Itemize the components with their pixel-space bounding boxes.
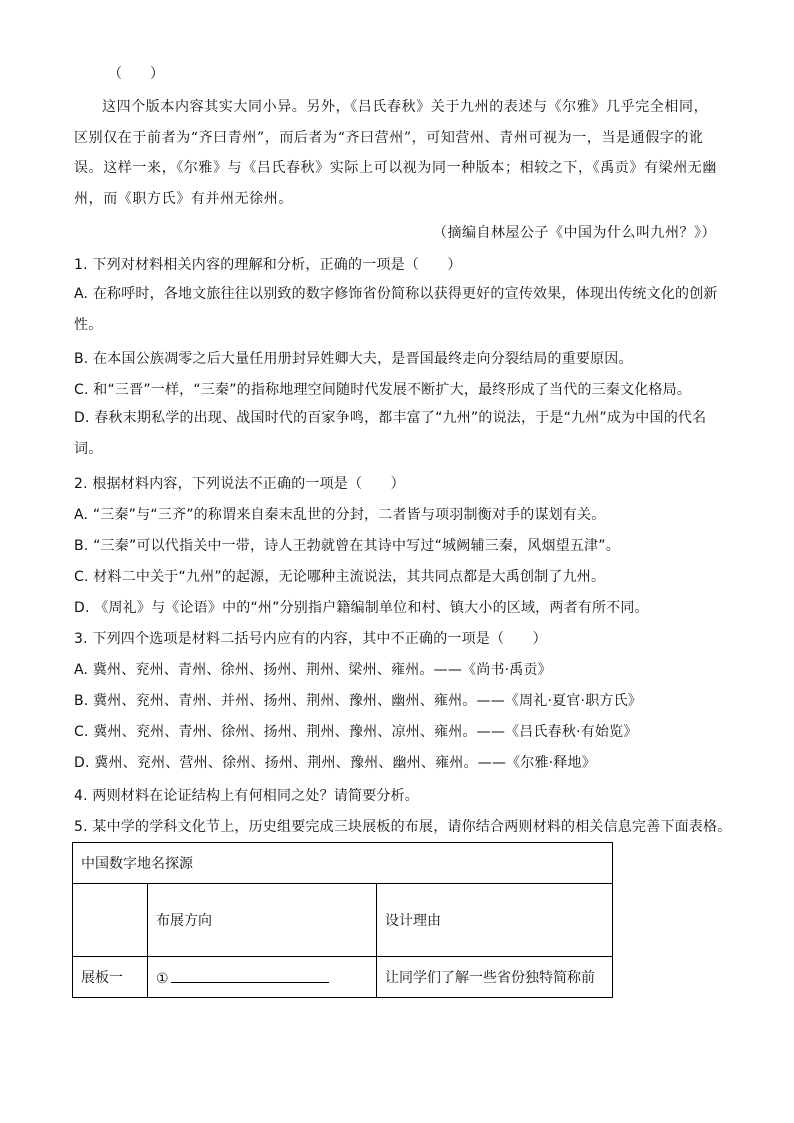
material-paragraph-text: 这四个版本内容其实大同小异。另外，《吕氏春秋》关于九州的表述与《尔雅》几乎完全相同，区别仅在于前者为“齐曰青州”，而后者为“齐曰营州”，可知营州、青州可视为一，当是通假字的讹误。这样一来，《尔雅》与《吕氏春秋》实际上可以视为同一种版本；相较之下，《禹贡》有梁州无幽州，而《职方氏》有并州无徐州。	[74, 99, 717, 207]
question-2-option-c: C. 材料二中关于“九州”的起源，无论哪种主流说法，其共同点都是大禹创制了九州。	[74, 569, 606, 585]
question-2-option-d: D. 《周礼》与《论语》中的“州”分别指户籍编制单位和村、镇大小的区域，两者有所不同。	[74, 600, 649, 616]
table-row-reason: 让同学们了解一些省份独特简称前	[377, 957, 613, 998]
question-1-option-b: B. 在本国公族凋零之后大量任用册封异姓卿大夫，是晋国最终走向分裂结局的重要原因。	[74, 351, 633, 367]
question-3-option-c: C. 冀州、兖州、青州、徐州、扬州、荆州、豫州、凉州、雍州。——《吕氏春秋·有始览》	[74, 724, 638, 740]
table-row-label: 展板一	[73, 957, 148, 998]
question-3-option-b: B. 冀州、兖州、青州、并州、扬州、荆州、豫州、幽州、雍州。——《周礼·夏官·职方氏》	[74, 693, 643, 709]
table-row-direction-cell	[148, 957, 377, 998]
question-2-option-b: B. “三秦”可以代指关中一带，诗人王勃就曾在其诗中写过“城阙辅三秦，风烟望五津”。	[74, 538, 620, 554]
material-paragraph	[74, 92, 719, 214]
question-3-option-d: D. 冀州、兖州、营州、徐州、扬州、荆州、豫州、幽州、雍州。——《尔雅·释地》	[74, 755, 596, 771]
question-1-option-c: C. 和“三晋”一样，“三秦”的指称地理空间随时代发展不断扩大，最终形成了当代的三秦文化格局。	[74, 382, 692, 398]
question-3-stem: 3. 下列四个选项是材料二括号内应有的内容，其中不正确的一项是（ ）	[74, 631, 547, 647]
exhibit-table	[72, 842, 613, 998]
table-header-reason: 设计理由	[377, 884, 613, 957]
table-header-empty	[73, 884, 148, 957]
question-5-stem: 5. 某中学的学科文化节上，历史组要完成三块展板的布展，请你结合两则材料的相关信息完善下面表格。	[74, 819, 732, 835]
question-3-option-a: A. 冀州、兖州、青州、徐州、扬州、荆州、梁州、雍州。——《尚书·禹贡》	[74, 662, 552, 678]
question-1-stem: 1. 下列对材料相关内容的理解和分析，正确的一项是（ ）	[74, 257, 462, 273]
blank-marker: ①	[156, 970, 169, 987]
answer-blank[interactable]	[171, 968, 329, 983]
material-source: （摘编自林屋公子《中国为什么叫九州？》）	[433, 225, 716, 241]
question-1-option-a: A. 在称呼时，各地文旅往往以别致的数字修饰省份简称以获得更好的宣传效果，体现出传统文化的创新性。	[74, 286, 718, 333]
question-4-stem: 4. 两则材料在论证结构上有何相同之处？请简要分析。	[74, 788, 420, 804]
question-1-option-d: D. 春秋末期私学的出现、战国时代的百家争鸣，都丰富了“九州”的说法，于是“九州”成为中国的代名词。	[74, 410, 707, 457]
question-2-option-a: A. “三秦”与“三齐”的称谓来自秦末乱世的分封，二者皆与项羽制衡对手的谋划有关。	[74, 507, 606, 523]
answer-paren: （ ）	[108, 66, 164, 82]
table-header-direction: 布展方向	[148, 884, 377, 957]
table-title: 中国数字地名探源	[73, 843, 613, 884]
question-2-stem: 2. 根据材料内容，下列说法不正确的一项是（ ）	[74, 476, 405, 492]
